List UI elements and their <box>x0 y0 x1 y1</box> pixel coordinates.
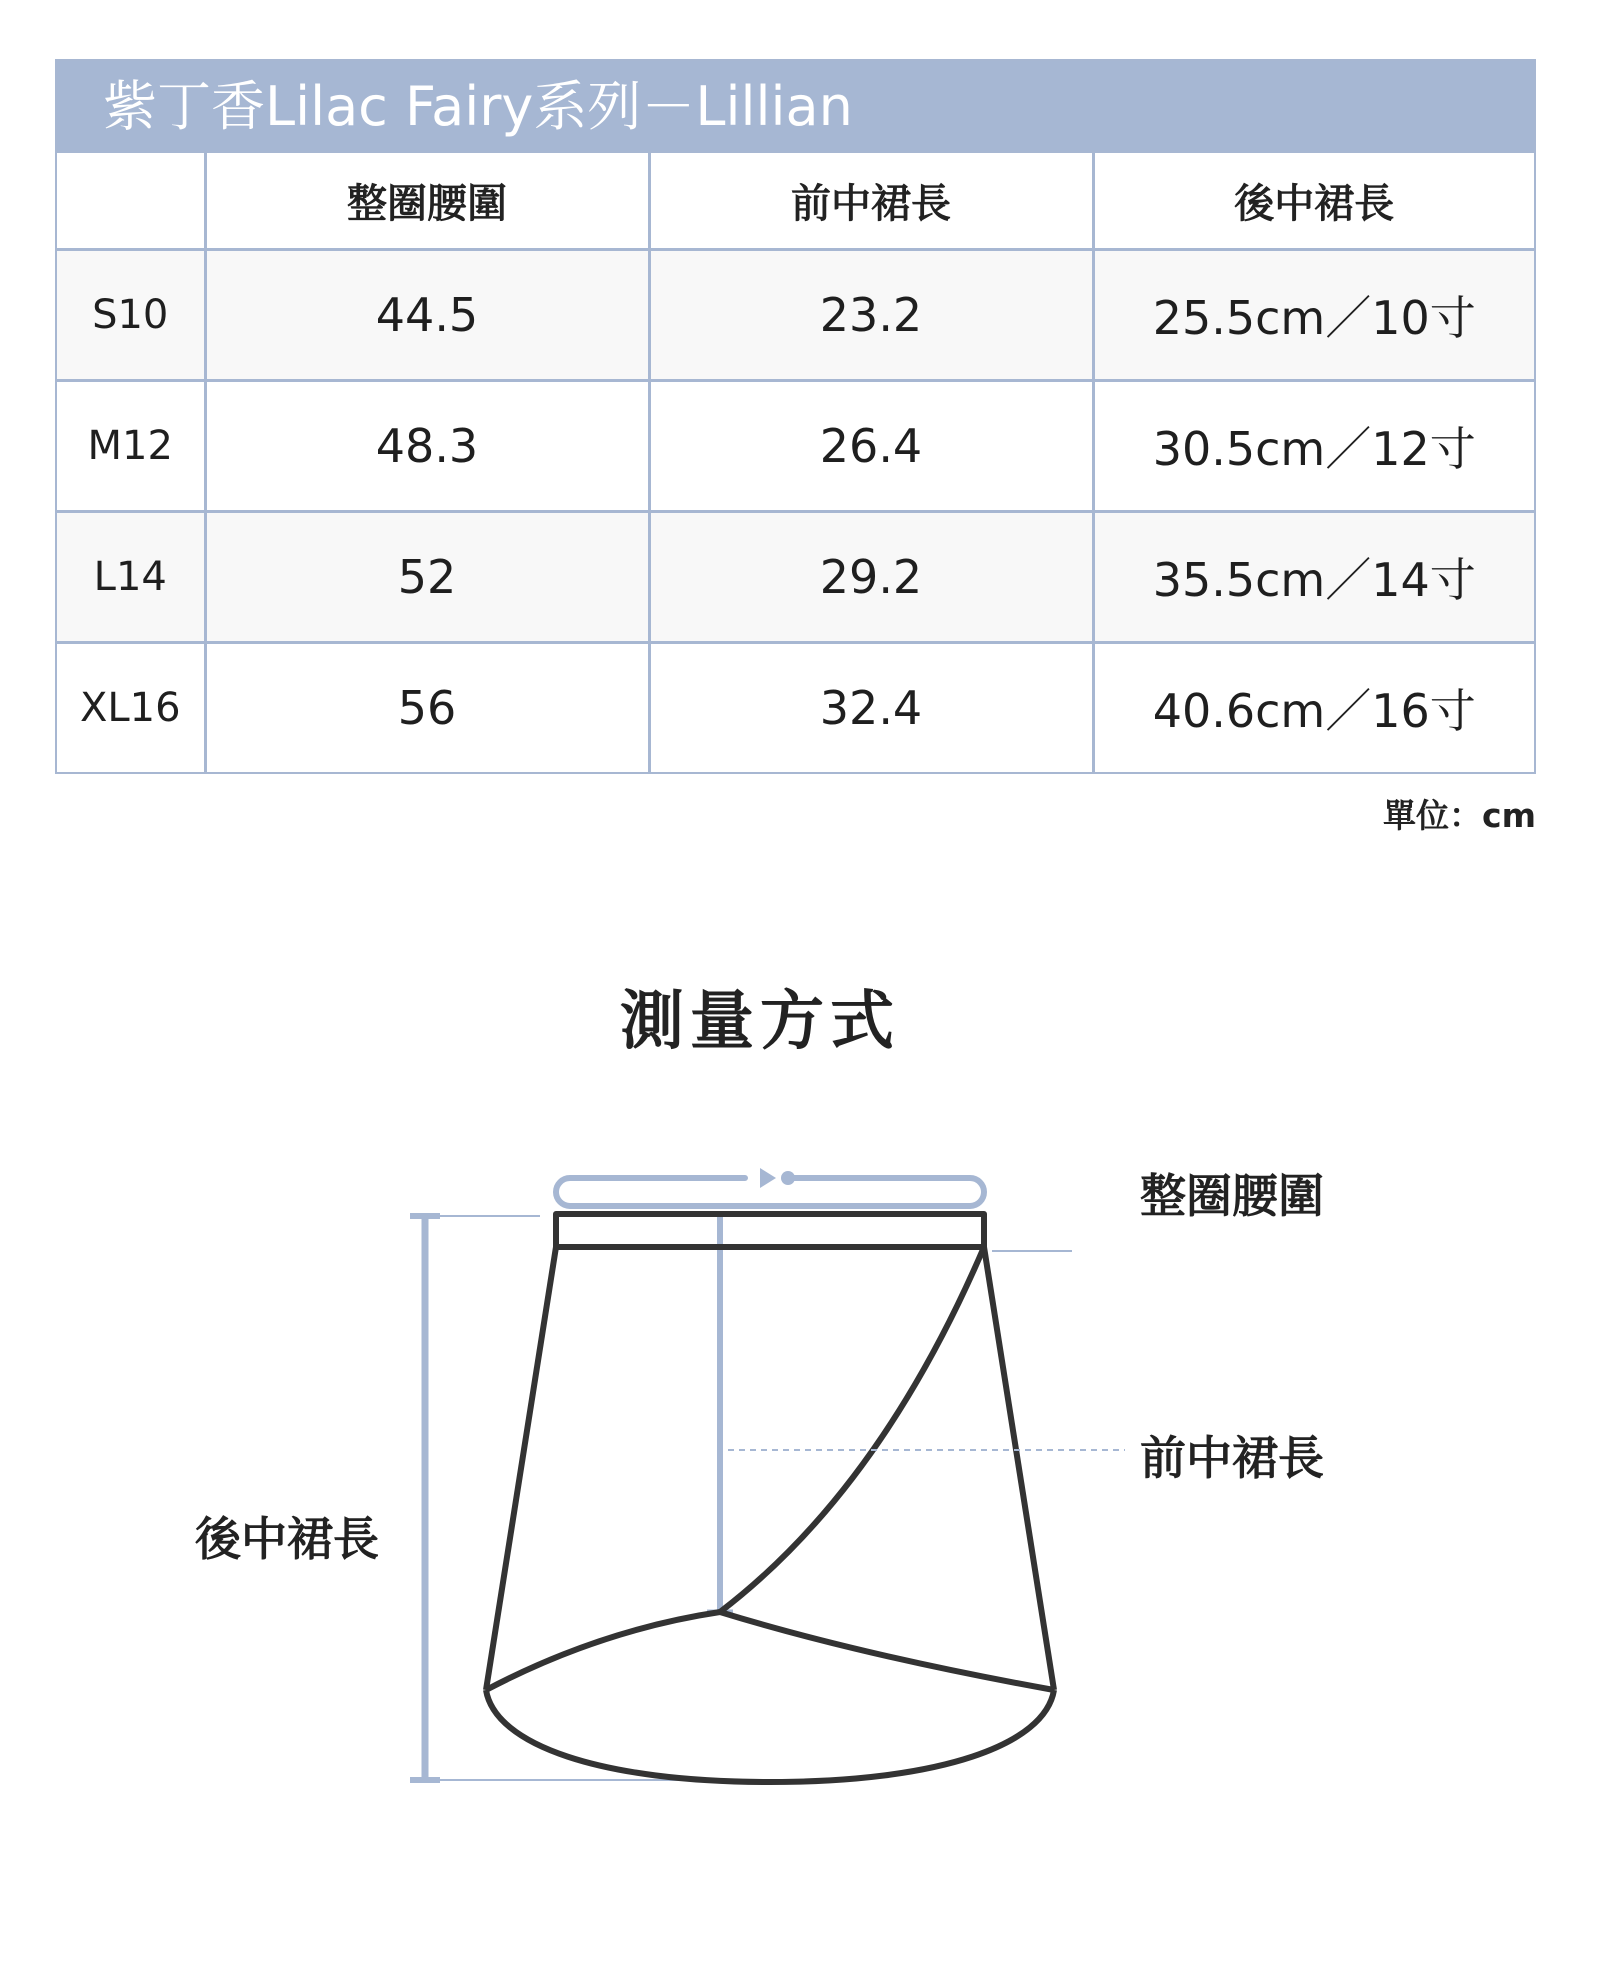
front-length-cell: 23.2 <box>649 250 1093 381</box>
waist-arrow-head <box>760 1168 776 1188</box>
size-cell: L14 <box>57 512 205 643</box>
skirt-outline <box>486 1214 1054 1782</box>
back-length-cell: 35.5cm／14寸 <box>1093 512 1534 643</box>
front-length-label: 前中裙長 <box>1140 1431 1324 1485</box>
waist-cell: 56 <box>205 643 649 773</box>
front-length-cell: 32.4 <box>649 643 1093 773</box>
back-length-cell: 25.5cm／10寸 <box>1093 250 1534 381</box>
front-length-cell: 29.2 <box>649 512 1093 643</box>
waist-cell: 52 <box>205 512 649 643</box>
unit-note: 單位：cm <box>1383 796 1536 835</box>
back-length-cell: 40.6cm／16寸 <box>1093 643 1534 773</box>
header-front-length: 前中裙長 <box>649 153 1093 250</box>
back-length-measure <box>410 1216 700 1780</box>
waist-label: 整圈腰圍 <box>1140 1169 1324 1223</box>
size-cell: XL16 <box>57 643 205 773</box>
waist-cell: 48.3 <box>205 381 649 512</box>
waist-loop-start-dot <box>781 1171 795 1185</box>
table-title: 紫丁香Lilac Fairy系列－Lillian <box>57 61 1534 153</box>
header-waist: 整圈腰圍 <box>205 153 649 250</box>
method-heading: 測量方式 <box>620 985 900 1059</box>
front-length-measure <box>707 1214 733 1612</box>
waist-cell: 44.5 <box>205 250 649 381</box>
size-cell: S10 <box>57 250 205 381</box>
waist-measure-loop <box>556 1178 984 1206</box>
back-length-label: 後中裙長 <box>195 1512 379 1566</box>
front-length-cell: 26.4 <box>649 381 1093 512</box>
header-back-length: 後中裙長 <box>1093 153 1534 250</box>
size-cell: M12 <box>57 381 205 512</box>
back-length-cell: 30.5cm／12寸 <box>1093 381 1534 512</box>
